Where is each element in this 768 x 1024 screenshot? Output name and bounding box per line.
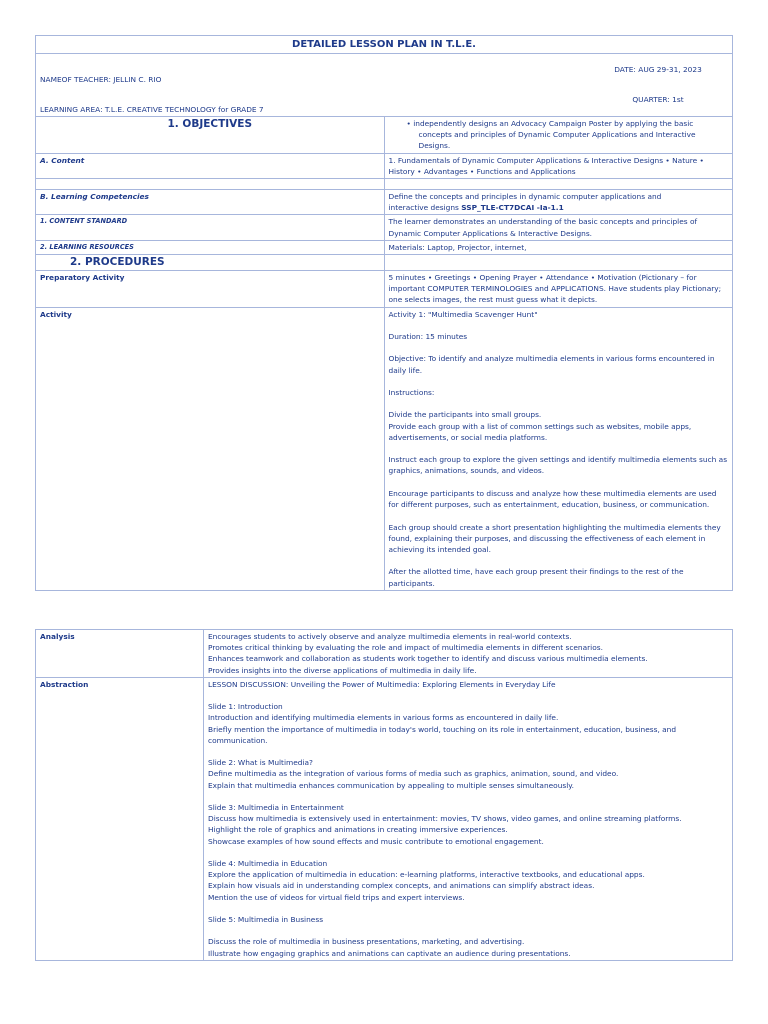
quarter-label: QUARTER: 1st [632,95,684,104]
date-label: DATE: AUG 29-31, 2023 [614,65,702,74]
analysis-text: Encourages students to actively observe and analyze multimedia elements in real-world contexts. Promotes critical thinking by evaluating the role and impact of multimedia elements in different scenarios. Enhances teamwork and collaboration as students work together to identify and discuss various multimedia elements. Provides insights into the diverse applications of multimedia in daily life. [204,630,733,678]
preparatory-text: 5 minutes • Greetings • Opening Prayer • Attendance • Motivation (Pictionary – for important COMPUTER TERMINOLOGIES and APPLICATIONS. Have students play Pictionary; one selects images, the rest must guess what it depicts. [384,271,733,308]
lesson-plan-table-2 [35,629,733,961]
resources-text: Materials: Laptop, Projector, internet, [384,240,733,254]
competency-code: SSP_TLE-CT7DCAI -Ia-1.1 [461,203,564,213]
competencies-description: Define the concepts and principles in dynamic computer applications and interactive designs [388,192,662,213]
spacer-cell [384,179,733,190]
lesson-plan-page-1 [35,35,733,591]
learning-area: LEARNING AREA: T.L.E. CREATIVE TECHNOLOGY for GRADE 7 [40,105,264,114]
preparatory-label: Preparatory Activity [36,271,385,308]
header-info [36,54,733,117]
lesson-plan-table-1 [35,35,733,591]
analysis-label: Analysis [36,630,204,678]
objectives-label: 1. OBJECTIVES [36,117,385,154]
resources-label: 2. LEARNING RESOURCES [36,240,385,254]
content-standard-text: The learner demonstrates an understanding of the basic concepts and principles of Dynamic Computer Applications & Interactive Designs. [384,215,733,240]
abstraction-text: LESSON DISCUSSION: Unveiling the Power of Multimedia: Exploring Elements in Everyday Life Slide 1: Introduction Introduction and identifying multimedia elements in various forms as encountered in daily life. Briefly mention the importance of multimedia in today's world, touching on its role in entertainment, education, business, and communication. Slide 2: What is Multimedia? Define multimedia as the integration of various forms of media such as graphics, animation, sound, and video. Explain that multimedia enhances communication by appealing to multiple senses simultaneously. Slide 3: Multimedia in Entertainment Discuss how multimedia is extensively used in entertainment: movies, TV shows, video games, and online streaming platforms. Highlight the role of graphics and animations in creating immersive experiences. Showcase examples of how sound effects and music contribute to emotional engagement. Slide 4: Multimedia in Education Explore the application of multimedia in education: e-learning platforms, interactive textbooks, and educational apps. Explain how visuals aid in understanding complex concepts, and animations can simplify abstract ideas. Mention the use of videos for virtual field trips and expert interviews. Slide 5: Multimedia in Business Discuss the role of multimedia in business presentations, marketing, and advertising. Illustrate how engaging graphics and animations can captivate an audience during presentations. [204,677,733,960]
procedures-label: 2. PROCEDURES [36,255,385,271]
content-standard-label: 1. CONTENT STANDARD [36,215,385,240]
teacher-name: NAMEOF TEACHER: JELLIN C. RIO [40,75,162,84]
objectives-text [384,117,733,154]
competencies-label: B. Learning Competencies [36,190,385,215]
content-text: 1. Fundamentals of Dynamic Computer Applications & Interactive Designs • Nature • History • Advantages • Functions and Applications [384,153,733,178]
competencies-text [384,190,733,215]
objective-bullet: • independently designs an Advocacy Campaign Poster by applying the basic concepts and principles of Dynamic Computer Applications and Interactive Designs. [406,119,696,151]
procedures-empty [384,255,733,271]
document-title: DETAILED LESSON PLAN IN T.L.E. [36,36,733,54]
abstraction-label: Abstraction [36,677,204,960]
lesson-plan-page-2 [35,629,733,961]
spacer-cell [36,179,385,190]
activity-text: Activity 1: "Multimedia Scavenger Hunt" Duration: 15 minutes Objective: To identify and analyze multimedia elements in various forms encountered in daily life. Instructions: Divide the participants into small groups. Provide each group with a list of common settings such as websites, mobile apps, advertisements, or social media platforms. Instruct each group to explore the given settings and identify multimedia elements such as graphics, animations, sounds, and videos. Encourage participants to discuss and analyze how these multimedia elements are used for different purposes, such as entertainment, education, business, or communication. Each group should create a short presentation highlighting the multimedia elements they found, explaining their purposes, and discussing the effectiveness of each element in achieving its intended goal. After the allotted time, have each group present their findings to the rest of the participants. [384,307,733,590]
activity-label: Activity [36,307,385,590]
content-label: A. Content [36,153,385,178]
